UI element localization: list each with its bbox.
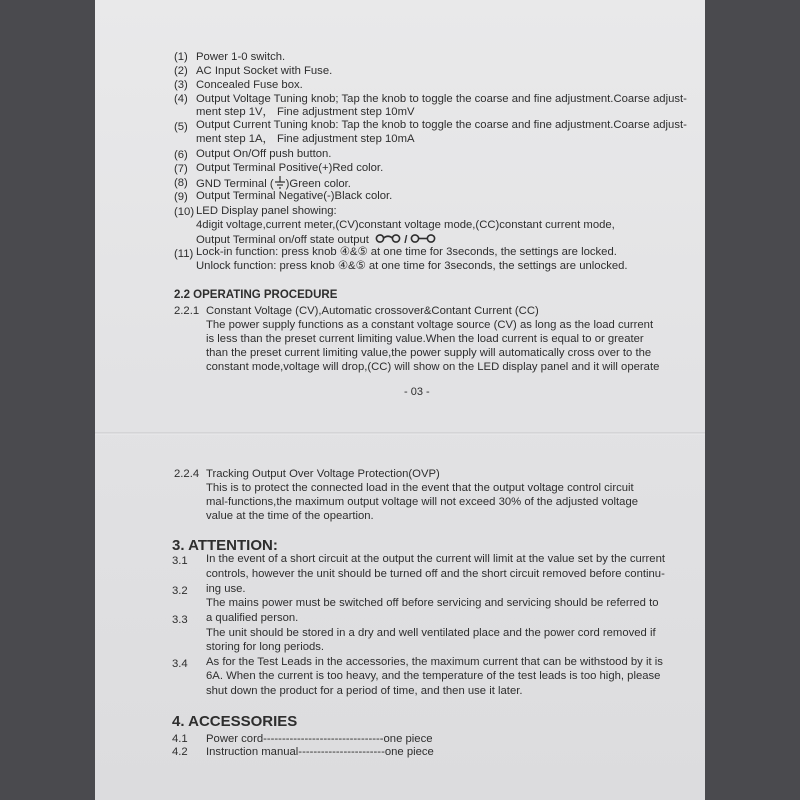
paragraph-line: a qualified person. [206, 612, 299, 624]
item-number: (5) [174, 121, 188, 133]
item-text: AC Input Socket with Fuse. [196, 65, 333, 77]
item-text-part: )Green color. [285, 178, 351, 190]
item-text: ment step 1A， Fine adjustment step 10mA [196, 133, 415, 145]
paragraph-line: value at the time of the opeartion. [206, 510, 374, 522]
paragraph-line: shut down the product for a period of time, and then use it later. [206, 685, 523, 697]
item-text: Lock-in function: press knob ④&⑤ at one time for 3seconds, the settings are locked. [196, 246, 617, 258]
accessory-line: Instruction manual-----------------------one piece [206, 746, 434, 758]
paragraph-line: is less than the preset current limiting value.When the load current is equal to or greater [206, 333, 644, 345]
item-number: (4) [174, 93, 188, 105]
item-text: Output Terminal Positive(+)Red color. [196, 162, 384, 174]
item-number: (3) [174, 79, 188, 91]
paragraph-line: In the event of a short circuit at the output the current will limit at the value set by the current [206, 553, 666, 565]
item-text: Output Terminal Negative(-)Black color. [196, 190, 393, 202]
paragraph-line: As for the Test Leads in the accessories, the maximum current that can be withstood by it is [206, 656, 663, 668]
item-number: 4.2 [172, 746, 188, 758]
item-text: Output Voltage Tuning knob; Tap the knob to toggle the coarse and fine adjustment.Coarse adjust- [196, 93, 687, 105]
item-number: (1) [174, 51, 188, 63]
slash: / [404, 234, 408, 246]
item-text: LED Display panel showing: [196, 205, 337, 217]
subsection-title: Constant Voltage (CV),Automatic crossover&Contant Current (CC) [206, 305, 539, 317]
paragraph-line: mal-functions,the maximum output voltage will not exceed 30% of the adjusted voltage [206, 496, 639, 508]
section-heading: 4. ACCESSORIES [172, 713, 298, 730]
output-on-icon [375, 233, 401, 244]
item-number: (11) [174, 248, 194, 260]
item-text [196, 233, 436, 247]
item-text: Unlock function: press knob ④&⑤ at one time for 3seconds, the settings are unlocked. [196, 260, 628, 272]
item-text: Power 1-0 switch. [196, 51, 286, 63]
item-text-part: Output Terminal on/off state output [196, 234, 369, 246]
item-text [196, 176, 351, 191]
item-text: 4digit voltage,current meter,(CV)constant voltage mode,(CC)constant current mode, [196, 219, 615, 231]
subsection-number: 2.2.4 [174, 468, 200, 480]
item-text-part: GND Terminal ( [196, 178, 274, 190]
page-fold [95, 432, 705, 435]
item-number: (6) [174, 149, 188, 161]
paragraph-line: 6A. When the current is too heavy, and the temperature of the test leads is too high, please [206, 670, 661, 682]
section-heading: 3. ATTENTION: [172, 537, 278, 554]
paragraph-line: This is to protect the connected load in the event that the output voltage control circuit [206, 482, 634, 494]
item-number: (9) [174, 191, 188, 203]
paragraph-line: storing for long periods. [206, 641, 325, 653]
item-number: 4.1 [172, 733, 188, 745]
item-number: 3.2 [172, 585, 188, 597]
page-number: - 03 - [404, 386, 430, 398]
item-text: ment step 1V， Fine adjustment step 10mV [196, 106, 415, 118]
subsection-title: Tracking Output Over Voltage Protection(OVP) [206, 468, 440, 480]
item-number: (2) [174, 65, 188, 77]
item-number: 3.4 [172, 658, 188, 670]
item-number: (10) [174, 206, 195, 218]
item-number: 3.3 [172, 614, 188, 626]
item-text: Output On/Off push button. [196, 148, 332, 160]
paragraph-line: constant mode,voltage will drop,(CC) will show on the LED display panel and it will operate [206, 361, 660, 373]
item-text: Concealed Fuse box. [196, 79, 303, 91]
item-text: Output Current Tuning knob: Tap the knob to toggle the coarse and fine adjustment.Coarse adjust- [196, 119, 687, 131]
paragraph-line: than the preset current limiting value,the power supply will automatically cross over to the [206, 347, 652, 359]
paragraph-line: controls, however the unit should be turned off and the short circuit removed before continu- [206, 568, 665, 580]
item-number: (8) [174, 177, 188, 189]
paragraph-line: The unit should be stored in a dry and well ventilated place and the power cord removed if [206, 627, 656, 639]
item-number: (7) [174, 163, 188, 175]
ground-symbol-icon [274, 176, 286, 189]
item-number: 3.1 [172, 555, 188, 567]
paragraph-line: The power supply functions as a constant voltage source (CV) as long as the load current [206, 319, 654, 331]
section-heading: 2.2 OPERATING PROCEDURE [174, 289, 338, 301]
paragraph-line: ing use. [206, 583, 246, 595]
accessory-line: Power cord--------------------------------one piece [206, 733, 433, 745]
output-off-icon [410, 233, 436, 244]
paragraph-line: The mains power must be switched off before servicing and servicing should be referred to [206, 597, 659, 609]
subsection-number: 2.2.1 [174, 305, 200, 317]
